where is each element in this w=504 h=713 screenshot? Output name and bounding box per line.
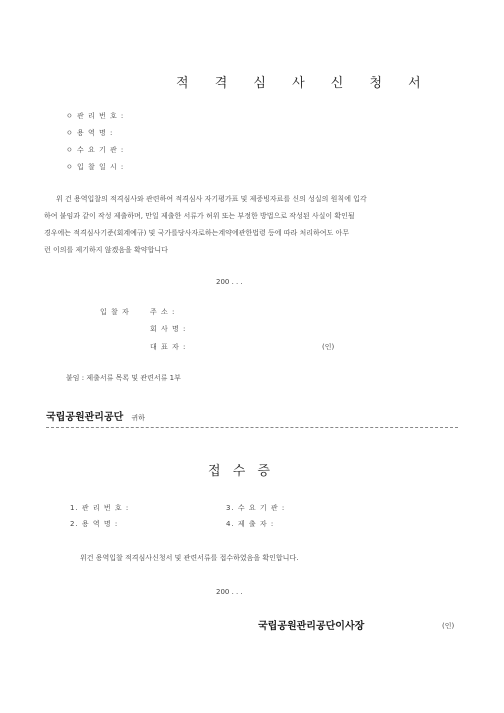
receipt-field-demand-agency: 3. 수 요 기 관 : [226,504,286,512]
attachment-note: 붙임 : 제출서류 목록 및 관련서류 1부 [66,374,181,382]
receipt-signer: 국립공원관리공단이사장 [258,621,365,632]
cut-line-divider [46,427,458,428]
recipient-name: 국립공원관리공단 [46,412,124,423]
field-service-name: ㅇ 용 역 명 : [66,129,114,137]
field-demand-agency: ㅇ 수 요 기 관 : [66,146,125,154]
receipt-seal: (인) [442,622,455,630]
receipt-title: 접 수 증 [208,464,274,479]
body-line-1: 위 건 용역입찰의 적격심사와 관련하여 적격심사 자기평가표 및 제증빙자료를 신의 성실의 원칙에 입각 [56,195,367,203]
bidder-representative-label: 대 표 자 : [150,343,187,351]
field-bid-datetime: ㅇ 입 찰 일 시 : [66,163,125,171]
receipt-field-submitter: 4. 제 출 자 : [226,520,275,528]
receipt-statement: 위건 용역입찰 적격심사신청서 및 관련서류를 접수하였음을 확인합니다. [80,554,299,562]
bidder-company-label: 회 사 명 : [150,325,187,333]
application-date: 200 . . . [216,278,243,286]
field-management-number: ㅇ 관 리 번 호 : [66,112,125,120]
recipient-line [46,405,145,424]
bidder-address-label: 주 소 : [150,308,176,316]
recipient-suffix: 귀하 [131,414,145,422]
application-title: 적 격 심 사 신 청 서 [176,76,432,91]
bidder-seal: (인) [322,343,335,351]
body-line-4: 런 이의를 제기하지 않겠음을 확약합니다 [44,246,168,254]
body-line-3: 경우에는 적격심사기준(회계예규) 및 국가를당사자로하는계약에관한법령 등에 따라 처리하여도 아무 [44,229,350,237]
body-line-2: 하여 붙임과 같이 작성 제출하며, 만일 제출한 서류가 허위 또는 부정한 방법으로 작성된 사실이 확인될 [44,212,355,220]
receipt-field-management-number: 1. 관 리 번 호 : [70,504,130,512]
receipt-field-service-name: 2. 용 역 명 : [70,520,119,528]
bidder-label: 입 찰 자 [100,308,130,316]
receipt-date: 200 . . . [216,588,243,596]
